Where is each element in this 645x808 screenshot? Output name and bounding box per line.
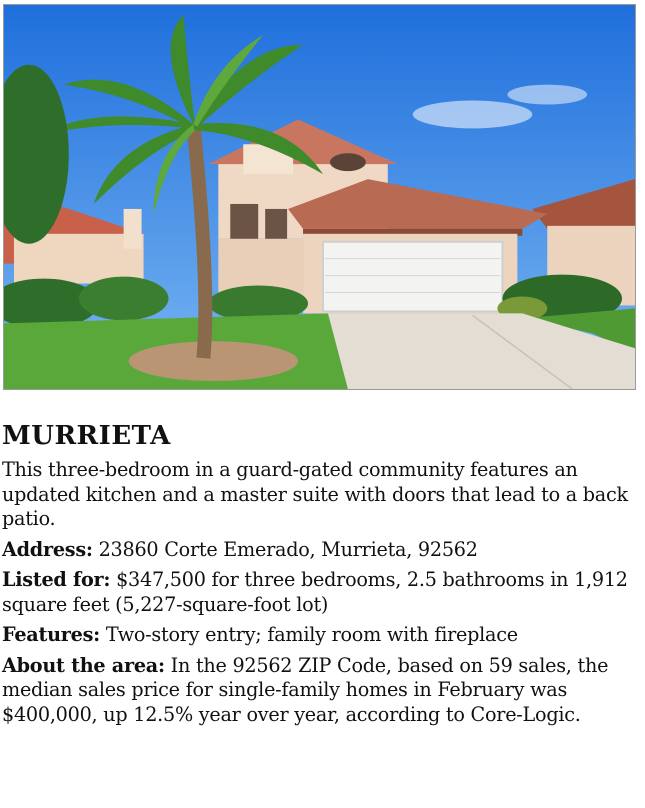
listed-for-label: Listed for:	[2, 568, 111, 591]
about-area-line	[2, 654, 632, 728]
address-line	[2, 538, 632, 563]
features-label: Features:	[2, 623, 100, 646]
features-value: Two-story entry; family room with fireplace	[99, 623, 518, 646]
listed-for-line	[2, 568, 632, 617]
address-value: 23860 Corte Emerado, Murrieta, 92562	[92, 537, 478, 561]
listed-for-value: $347,500 for three bedrooms, 2.5 bathrooms in 1,912 square feet (5,227-square-foot lot)	[2, 568, 628, 616]
house-illustration	[4, 5, 635, 389]
about-area-label: About the area:	[2, 653, 165, 677]
listing-description: This three-bedroom in a guard-gated community features an updated kitchen and a master suite with doors that lead to a back patio.	[2, 458, 628, 530]
listing-article	[2, 416, 632, 733]
address-label: Address:	[2, 537, 93, 561]
features-line	[2, 623, 632, 648]
about-area-value: In the 92562 ZIP Code, based on 59 sales, the median sales price for single-family homes in February was $400,000, up 12.5% year over year, according to Core-Logic.	[2, 653, 609, 726]
listing-headline: MURRIETA	[2, 421, 171, 451]
house-photo	[3, 4, 636, 390]
